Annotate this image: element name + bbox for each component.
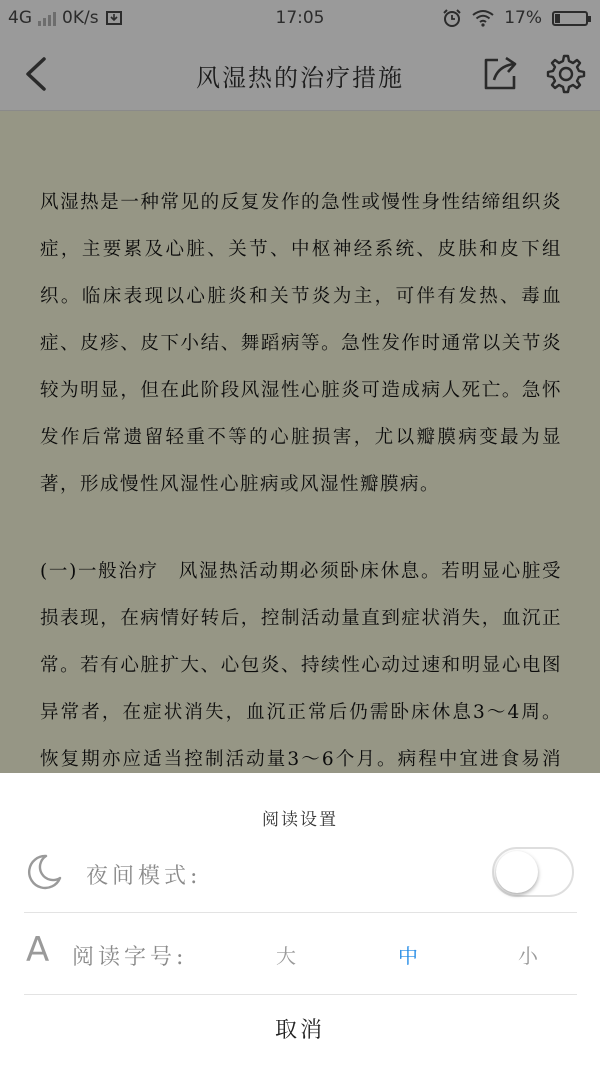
network-type: 4G: [8, 8, 32, 28]
moon-icon: [24, 852, 64, 892]
wifi-icon: [472, 9, 494, 27]
article-content[interactable]: [0, 111, 600, 773]
divider: [24, 912, 577, 913]
status-right: [442, 8, 588, 28]
night-mode-row: [0, 843, 600, 913]
font-size-row: [0, 928, 600, 998]
font-size-large[interactable]: 大: [276, 944, 296, 968]
network-speed: 0K/s: [62, 8, 99, 28]
status-bar: [0, 0, 600, 38]
battery-icon: [552, 11, 588, 26]
night-mode-toggle[interactable]: [492, 847, 574, 897]
gear-icon[interactable]: [546, 54, 586, 94]
app-header: [0, 38, 600, 111]
page-title: 风湿热的治疗措施: [196, 64, 404, 92]
reading-settings-sheet: [0, 773, 600, 1067]
toggle-knob: [496, 851, 538, 893]
article-paragraph: (一)一般治疗 风湿热活动期必须卧床休息。若明显心脏受损表现，在病情好转后，控制活动量直到症状消失，血沉正常。若有心脏扩大、心包炎、持续性心动过速和明显心电图异常者，在症状消失，血沉正常后仍需卧床休息3～4周。恢复期亦应适当控制活动量3～6个月。病程中宜进食易消: [40, 561, 562, 770]
font-size-label: 阅读字号:: [72, 945, 188, 970]
divider: [24, 994, 577, 995]
night-mode-label: 夜间模式:: [86, 864, 202, 889]
article-paragraph: 风湿热是一种常见的反复发作的急性或慢性身性结缔组织炎症，主要累及心脏、关节、中枢神经系统、皮肤和皮下组织。临床表现以心脏炎和关节炎为主，可伴有发热、毒血症、皮疹、皮下小结、舞蹈病等。急性发作时通常以关节炎较为明显，但在此阶段风湿性心脏炎可造成病人死亡。急怀发作后常遗留轻重不等的心脏损害，尤以瓣膜病变最为显著，形成慢性风湿性心脏病或风湿性瓣膜病。: [40, 192, 562, 495]
alarm-icon: [442, 8, 462, 28]
sheet-title: 阅读设置: [262, 810, 338, 830]
share-icon[interactable]: [480, 54, 520, 94]
battery-percent: 17%: [504, 8, 542, 28]
font-size-small[interactable]: 小: [518, 944, 538, 968]
font-a-icon: A: [26, 930, 50, 970]
cancel-button[interactable]: 取消: [274, 1018, 325, 1043]
clock: 17:05: [275, 8, 325, 28]
font-size-medium[interactable]: 中: [398, 944, 418, 968]
